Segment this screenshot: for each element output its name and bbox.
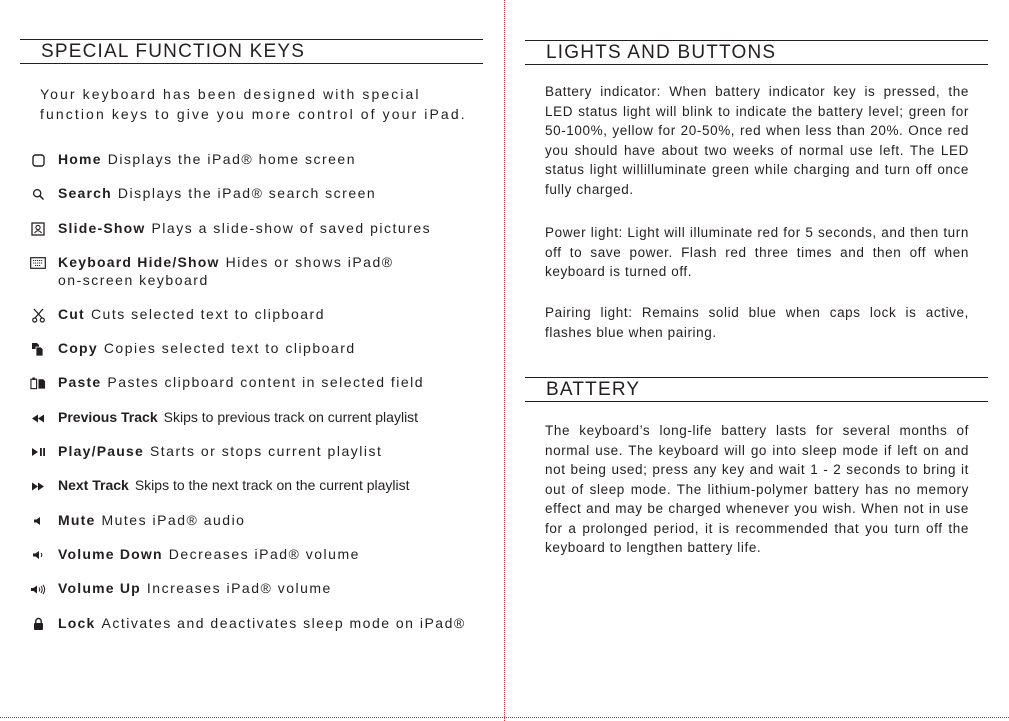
right-page	[525, 0, 988, 717]
section-title-special-function-keys: SPECIAL FUNCTION KEYS	[20, 39, 483, 64]
page-bottom-guide	[0, 717, 1009, 718]
pairing-light-paragraph: Pairing light: Remains solid blue when caps lock is active, flashes blue when pairing.	[545, 305, 969, 340]
key-name: Next Track	[58, 477, 129, 493]
key-description: Mutes iPad® audio	[101, 512, 246, 528]
key-description: Hides or shows iPad®	[225, 254, 394, 270]
key-description: Displays the iPad® home screen	[107, 151, 357, 167]
key-name: Volume Up	[58, 580, 141, 596]
keyboard-icon	[30, 255, 46, 271]
volume-down-icon	[30, 547, 46, 563]
key-name: Volume Down	[58, 546, 163, 562]
key-name: Play/Pause	[58, 443, 144, 459]
key-name: Home	[58, 151, 102, 167]
key-name: Search	[58, 185, 112, 201]
key-description: Skips to previous track on current playlist	[163, 409, 419, 425]
key-description: Activates and deactivates sleep mode on iPad®	[101, 615, 466, 631]
key-description: Copies selected text to clipboard	[103, 340, 356, 356]
key-name: Paste	[58, 374, 102, 390]
key-description: Skips to the next track on the current playlist	[134, 477, 410, 493]
mute-icon	[30, 513, 46, 529]
next-track-icon	[30, 478, 46, 494]
key-description: Plays a slide-show of saved pictures	[151, 220, 432, 236]
key-name: Keyboard Hide/Show	[58, 254, 220, 270]
key-name: Mute	[58, 512, 96, 528]
key-name: Copy	[58, 340, 98, 356]
search-icon	[30, 186, 46, 202]
key-description: Displays the iPad® search screen	[117, 185, 377, 201]
lock-icon	[30, 616, 46, 632]
battery-paragraph: The keyboard’s long-life battery lasts for several months of normal use. The keyboard will go into sleep mode if left on and not being used; press any key and wait 1 - 2 seconds to bring it out of sleep mode. The lithium-polymer battery has no memory effect and may be charged whenever you wish. When not in use for a prolonged period, it is recommended that you turn off the keyboard to lengthen battery life.	[545, 423, 969, 555]
key-description: Pastes clipboard content in selected field	[107, 374, 425, 390]
scissors-icon	[30, 307, 46, 323]
key-name: Lock	[58, 615, 96, 631]
section-title-battery: BATTERY	[525, 377, 988, 402]
key-description: Increases iPad® volume	[146, 580, 332, 596]
power-light-paragraph: Power light: Light will illuminate red for 5 seconds, and then turn off to save power. Flash red three times and then off when keyboard is turned off.	[545, 225, 969, 279]
section-title-lights-and-buttons: LIGHTS AND BUTTONS	[525, 40, 988, 65]
key-description-continued: on-screen keyboard	[58, 272, 209, 288]
play-pause-icon	[30, 444, 46, 460]
key-description: Starts or stops current playlist	[149, 443, 383, 459]
key-description: Cuts selected text to clipboard	[90, 306, 325, 322]
paste-icon	[30, 375, 46, 391]
intro-paragraph: Your keyboard has been designed with special function keys to give you more control of your iPad.	[40, 86, 467, 122]
battery-indicator-paragraph: Battery indicator: When battery indicator key is pressed, the LED status light will blink to indicate the battery level; green for 50-100%, yellow for 20-50%, red when less than 20%. Once red you should have about two weeks of normal use left. The LED status light willilluminate green while charging and turn off once fully charged.	[545, 84, 969, 197]
volume-up-icon	[30, 581, 46, 597]
home-icon	[30, 152, 46, 168]
previous-track-icon	[30, 410, 46, 426]
slideshow-icon	[30, 221, 46, 237]
left-page	[20, 0, 483, 717]
key-name: Slide-Show	[58, 220, 146, 236]
key-description: Decreases iPad® volume	[168, 546, 360, 562]
copy-icon	[30, 341, 46, 357]
key-name: Cut	[58, 306, 85, 322]
page-fold-guide	[504, 0, 505, 721]
key-name: Previous Track	[58, 409, 158, 425]
